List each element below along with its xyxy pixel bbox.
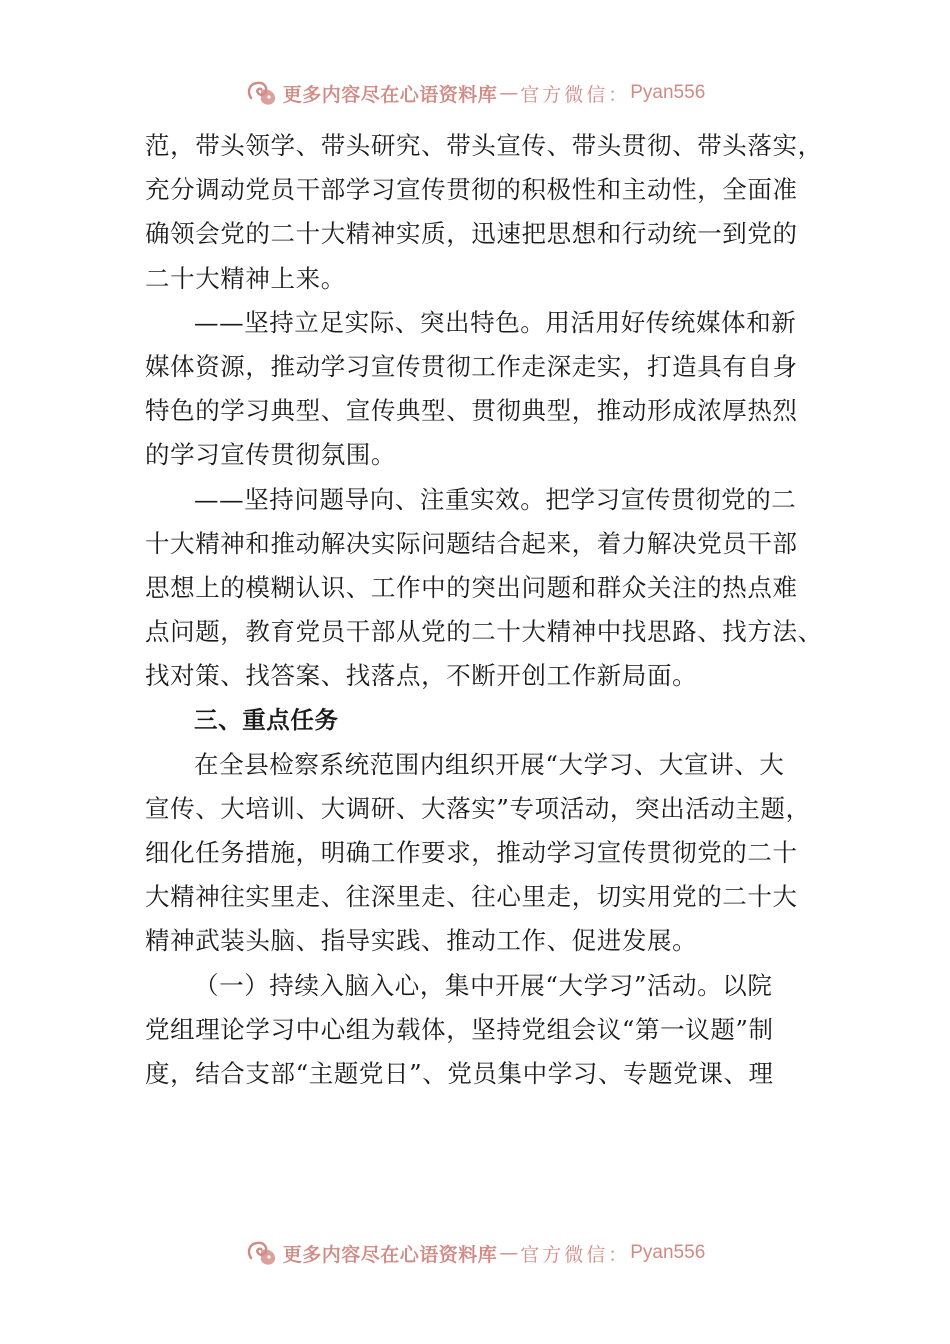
body-line: ——坚持问题导向、注重实效。把学习宣传贯彻党的二 <box>194 484 797 514</box>
watermark-brand: 更多内容尽在心语资料库 <box>282 83 498 106</box>
body-line: 思想上的模糊认识、工作中的突出问题和群众关注的热点难 <box>145 572 798 602</box>
body-line: 确领会党的二十大精神实质，迅速把思想和行动统一到党的 <box>145 219 798 249</box>
sheep-head-icon <box>245 1238 279 1268</box>
body-line: 充分调动党员干部学习宣传贯彻的积极性和主动性，全面准 <box>145 175 798 205</box>
body-line: ——坚持立足实际、突出特色。用活用好传统媒体和新 <box>194 307 797 337</box>
document-body <box>145 124 823 1096</box>
watermark-separator: — <box>499 1242 519 1264</box>
body-line: 大精神往实里走、往深里走、往心里走，切实用党的二十大 <box>145 882 798 912</box>
body-line: 在全县检察系统范围内组织开展“大学习、大宣讲、大 <box>194 749 785 779</box>
body-line: 媒体资源，推动学习宣传贯彻工作走深走实，打造具有自身 <box>145 351 798 381</box>
body-line: 度，结合支部“主题党日”、党员集中学习、专题党课、理 <box>145 1058 774 1088</box>
body-line: 细化任务措施，明确工作要求，推动学习宣传贯彻党的二十 <box>145 838 798 867</box>
sheep-head-icon <box>245 78 279 108</box>
watermark-separator: — <box>499 82 519 104</box>
body-line: 宣传、大培训、大调研、大落实”专项活动，突出活动主题， <box>145 793 811 823</box>
body-line: （一）持续入脑入心，集中开展“大学习”活动。以院 <box>194 970 773 1000</box>
body-line: 范，带头领学、带头研究、带头宣传、带头贯彻、带头落实， <box>145 131 823 160</box>
body-line: 精神武装头脑、指导实践、推动工作、促进发展。 <box>145 926 698 956</box>
body-line: 二十大精神上来。 <box>145 263 346 293</box>
watermark-wechat-id: Pyan556 <box>630 1242 706 1263</box>
watermark-wechat-id: Pyan556 <box>630 82 706 103</box>
body-line: 找对策、找答案、找落点，不断开创工作新局面。 <box>145 661 698 691</box>
watermark-brand: 更多内容尽在心语资料库 <box>282 1243 498 1266</box>
section-heading: 三、重点任务 <box>194 706 339 735</box>
watermark-official-label: 官方微信： <box>520 83 631 106</box>
watermark-footer <box>0 1233 950 1273</box>
watermark-header <box>0 73 950 113</box>
body-line: 的学习宣传贯彻氛围。 <box>145 440 396 470</box>
body-line: 十大精神和推动解决实际问题结合起来，着力解决党员干部 <box>145 528 798 558</box>
body-line: 点问题，教育党员干部从党的二十大精神中找思路、找方法、 <box>145 617 823 647</box>
watermark-official-label: 官方微信： <box>520 1243 631 1266</box>
body-line: 党组理论学习中心组为载体，坚持党组会议“第一议题”制 <box>145 1014 774 1044</box>
body-line: 特色的学习典型、宣传典型、贯彻典型，推动形成浓厚热烈 <box>145 396 798 426</box>
